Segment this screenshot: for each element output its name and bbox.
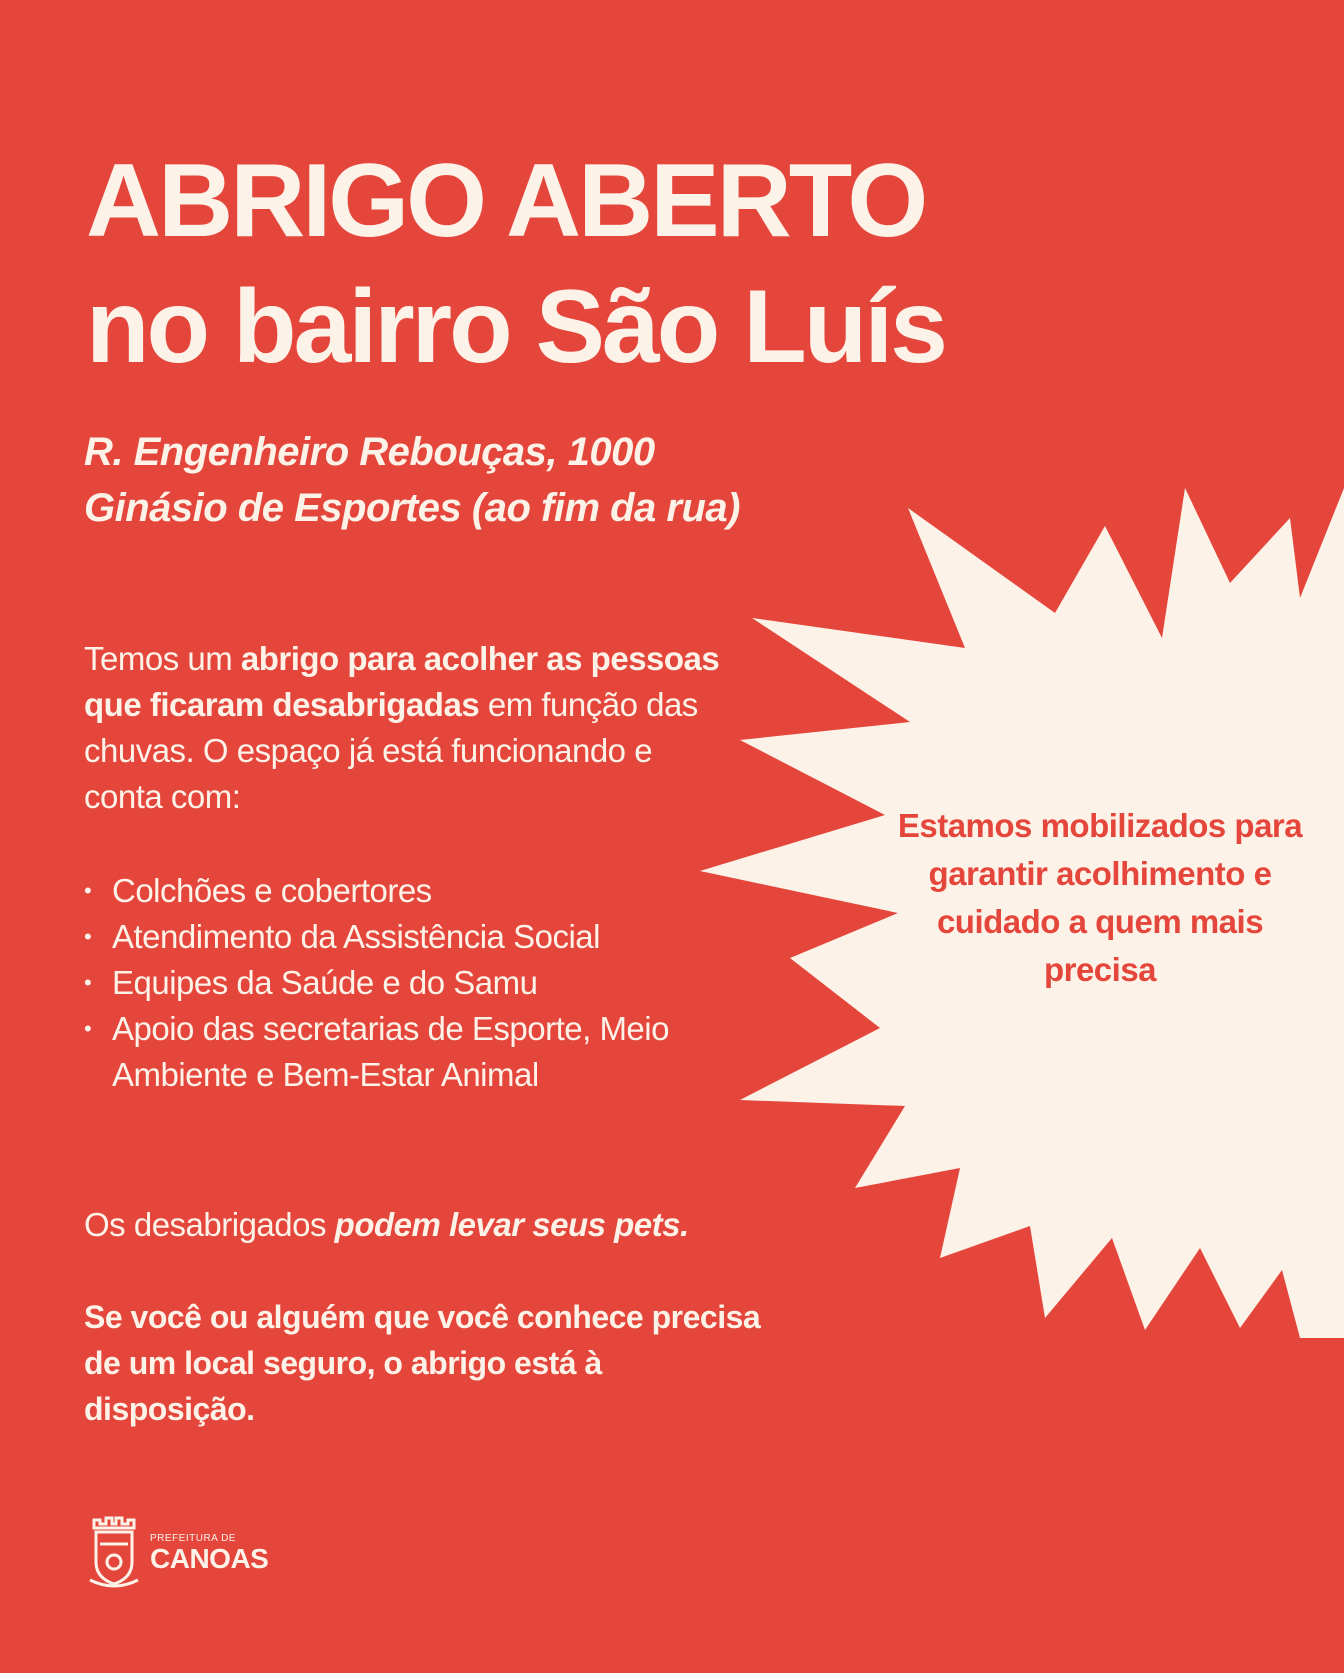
prefeitura-logo	[88, 1514, 268, 1592]
address-street: R. Engenheiro Rebouças, 1000	[84, 430, 655, 474]
services-list	[84, 868, 732, 1098]
closing-message: Se você ou alguém que você conhece precisa de um local seguro, o abrigo está à disposição.	[84, 1299, 761, 1427]
address-venue: Ginásio de Esportes (ao fim da rua)	[84, 486, 740, 530]
pets-text: Os desabrigados	[84, 1206, 335, 1243]
logo-title: CANOAS	[150, 1543, 269, 1574]
bullet-icon: •	[84, 1016, 92, 1041]
headline-line-1: ABRIGO ABERTO	[86, 143, 926, 259]
starburst-message: Estamos mobilizados para garantir acolhimento e cuidado a quem mais precisa	[897, 807, 1303, 988]
intro-text-end: em função das chuvas. O espaço já está funcionando e conta com:	[84, 686, 698, 815]
service-label: Equipes da Saúde e do Samu	[112, 964, 538, 1001]
list-item	[84, 914, 732, 960]
headline	[86, 138, 945, 390]
headline-line-2: no bairro São Luís	[86, 269, 945, 385]
list-item	[84, 1006, 732, 1098]
city-crest-icon	[88, 1514, 140, 1592]
intro-paragraph	[84, 636, 724, 820]
address	[84, 424, 740, 536]
intro-text-start: Temos um	[84, 640, 241, 677]
list-item	[84, 960, 732, 1006]
bullet-icon: •	[84, 878, 92, 903]
service-label: Apoio das secretarias de Esporte, Meio Ambiente e Bem-Estar Animal	[112, 1010, 669, 1093]
service-label: Atendimento da Assistência Social	[112, 918, 600, 955]
pets-emphasis: podem levar seus pets.	[334, 1206, 689, 1243]
logo-subtitle: PREFEITURA DE	[150, 1533, 236, 1544]
list-item	[84, 868, 732, 914]
bullet-icon: •	[84, 924, 92, 949]
bullet-icon: •	[84, 970, 92, 995]
intro-text-bold: abrigo para acolher as pessoas que ficaram desabrigadas	[84, 640, 720, 723]
pets-note	[84, 1202, 689, 1248]
service-label: Colchões e cobertores	[112, 872, 432, 909]
